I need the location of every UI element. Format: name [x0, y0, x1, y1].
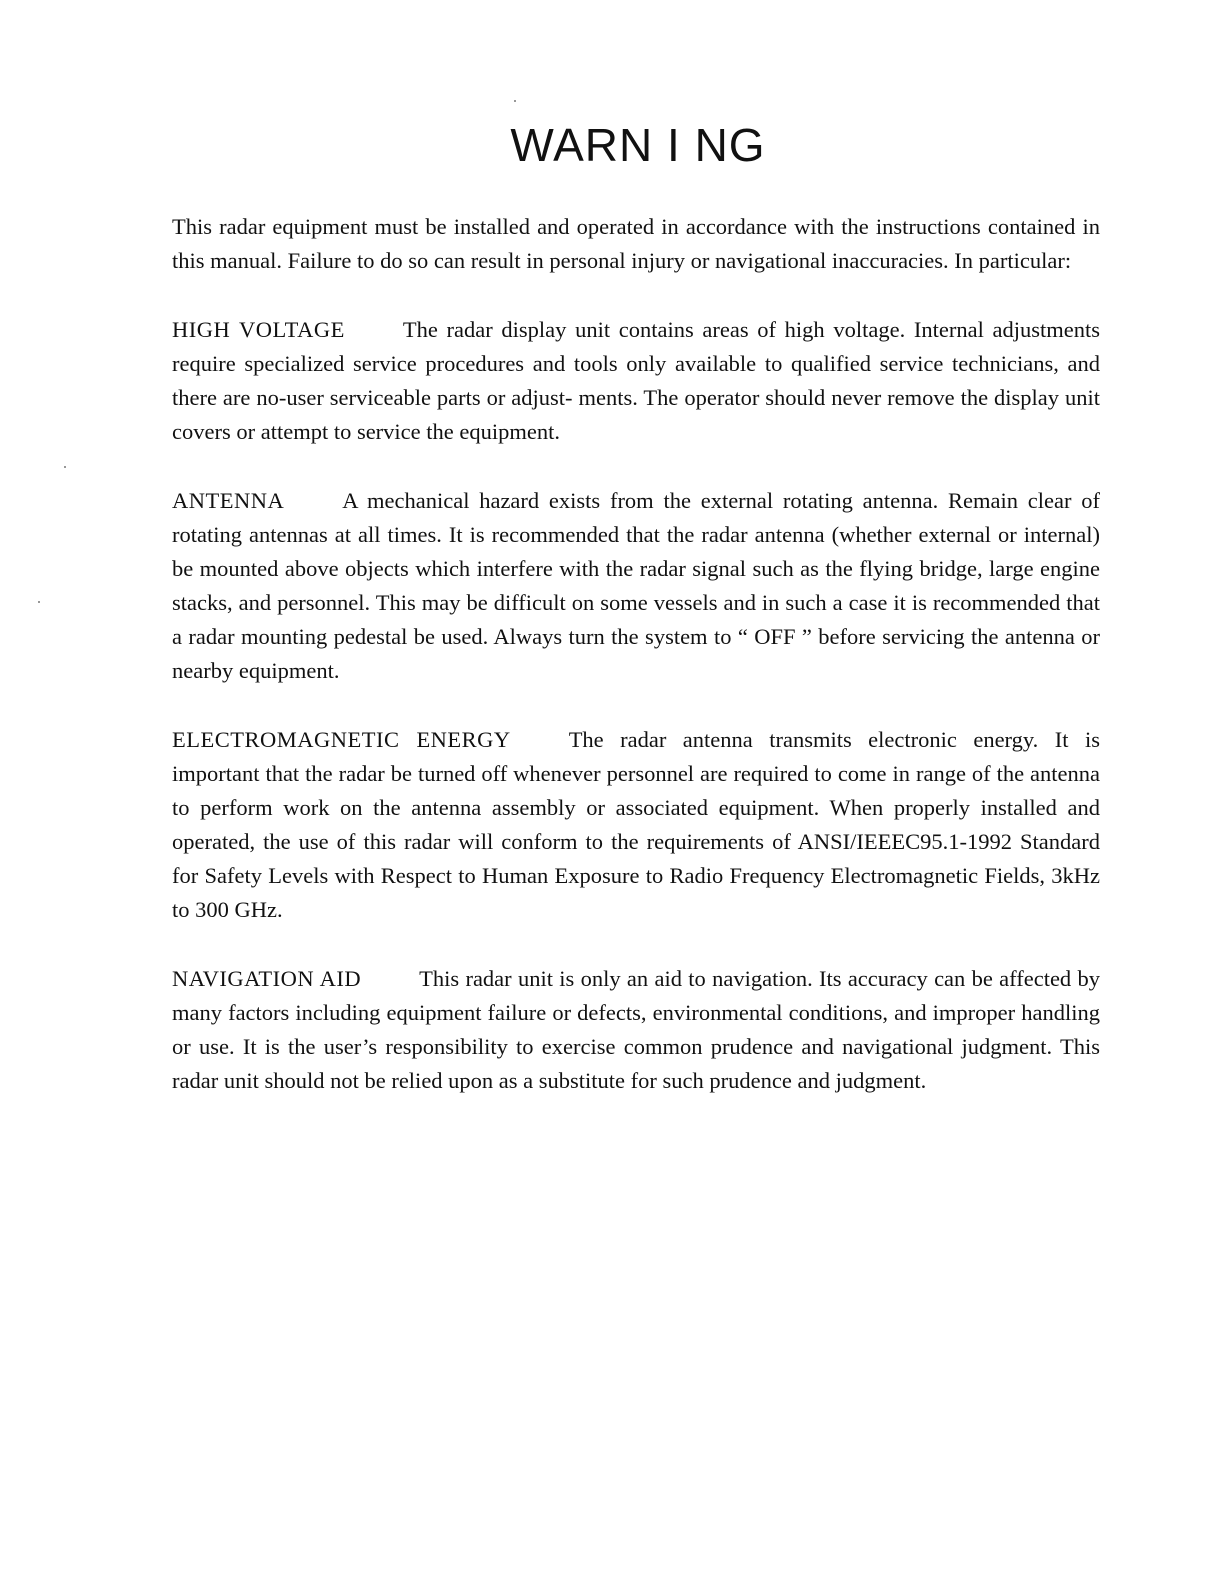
warning-body: [172, 210, 1100, 1133]
section-navigation-aid: [172, 962, 1100, 1098]
section-text: A mechanical hazard exists from the external rotating antenna. Remain clear of rotating antennas at all times. It is recommended that the radar antenna (whether external or internal) be mounted above objects which interfere with the radar signal such as the flying bridge, large engine stacks, and personnel. This may be difficult on some vessels and in such a case it is recommended that a radar mounting pedestal be used. Always turn the system to “ OFF ” before servicing the antenna or nearby equipment.: [172, 488, 1100, 683]
section-heading: ELECTROMAGNETIC ENERGY: [172, 727, 511, 752]
section-heading: NAVIGATION AID: [172, 966, 362, 991]
scan-speck: [38, 601, 40, 603]
intro-paragraph: This radar equipment must be installed and operated in accordance with the instructions contained in this manual. Failure to do so can result in personal injury or navigational inaccuracies. In particular:: [172, 214, 1100, 273]
section-text: This radar unit is only an aid to navigation. Its accuracy can be affected by many factors including equipment failure or defects, environmental conditions, and improper handling or use. It is the user’s responsibility to exercise common prudence and navigational judgment. This radar unit should not be relied upon as a substitute for such prudence and judgment.: [172, 966, 1100, 1093]
section-heading: HIGH VOLTAGE: [172, 317, 345, 342]
page-title: WARN I NG: [510, 119, 766, 171]
section-high-voltage: [172, 313, 1100, 449]
section-heading: ANTENNA: [172, 488, 285, 513]
scan-speck: [64, 466, 66, 468]
section-text: The radar antenna transmits electronic energy. It is important that the radar be turned off whenever personnel are required to come in range of the antenna to perform work on the antenna assembly or associated equipment. When properly installed and operated, the use of this radar will conform to the requirements of ANSI/IEEEC95.1-1992 Standard for Safety Levels with Respect to Human Exposure to Radio Frequency Electromagnetic Fields, 3kHz to 300 GHz.: [172, 727, 1100, 922]
section-electromagnetic-energy: [172, 723, 1100, 927]
section-antenna: [172, 484, 1100, 688]
scan-speck: [514, 100, 516, 102]
section-text: The radar display unit contains areas of high voltage. Internal adjustments require specialized service procedures and tools only available to qualified service technicians, and there are no-user serviceable parts or adjust- ments. The operator should never remove the display unit covers or attempt to service the equipment.: [172, 317, 1100, 444]
